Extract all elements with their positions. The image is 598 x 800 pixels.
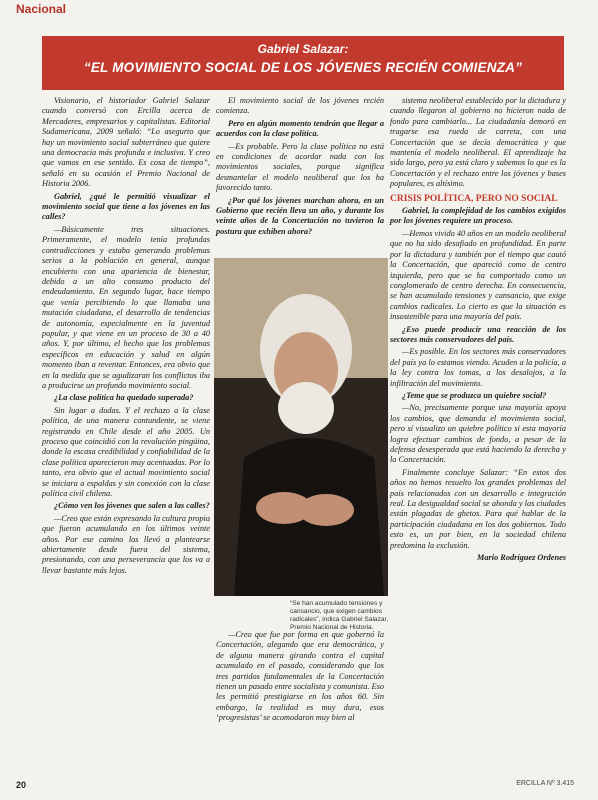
paragraph: —Hemos vivido 40 años en un modelo neoliberal que no ha sido desafiado en profundidad. En parte por la dictadura y también por el tiempo que cautó la Concertación, que apareció como de centro izquierda, pero que se ha comportado como un conglomerado de centro derecha. En consecuencia, se han acumulado tensiones y cansancio, que exige cambios radicales. Lo cierto es que la situación es insostenible para una mayoría del país. <box>390 228 566 322</box>
paragraph: —Creo que fue por forma en que gobernó la Concertación, alegando que era democrática, y de alguna manera girando contra el capital acumulado en el pasado, considerando que los tres partidos fundamentales de la Concertación tienen un pasado entre socialista y comunista. Eso les permitió prestigiarse en los años 60. Sin embargo, la realidad es muy dura, esos ‘progresistas’ se acomodaron muy bien al <box>216 630 384 723</box>
paragraph: —Básicamente tres situaciones. Primeramente, el modelo tenía profundas contradicciones y estaba generando problemas serios a la población en general, aunque encubierto con una apariencia de bienestar, debido a un alto consumo producto del endeudamiento. En segundo lugar, hace tiempo que venía percibiendo lo que llamaba una mutación ciudadana, el desarrollo de tendencias de autonomía, especialmente en la juventud popular, y que viene en un proceso de 30 a 40 años. Y, por último, el hecho que los problemas específicos en educación y salud en algún momento iban a reventar. Entonces, era obvio que en la medida que se agudizaran los conflictos iba a producirse un profundo movimiento social. <box>42 224 210 390</box>
paragraph: —Es posible. En los sectores más conservadores del país ya lo estamos viendo. Acuden a la policía, a la ley contra los tomas, a los desalojos, a la infiltración del movimiento. <box>390 347 566 388</box>
question: Gabriel, ¿qué le permitió visualizar el movimiento social que tiene a los jóvenes en las calles? <box>42 191 210 222</box>
question: Pero en algún momento tendrán que llegar a acuerdos con la clase política. <box>216 118 384 139</box>
question: ¿Cómo ven los jóvenes que salen a las calles? <box>54 501 210 511</box>
paragraph: Visionario, el historiador Gabriel Salazar cuando conversó con Ercilla acerca de Mercaderes, empresarios y capitalistas. Editorial Sudamericana, 2009 señaló: “Lo asegurto que hay un movimiento social subterráneo que quiere una democracia más profunda e inclusiva. Y creo que vamos en ese sentido. Es cosa de tiempo”, señaló en su ocasión el Premio Nacional de Historia 2006. <box>42 96 210 189</box>
photo-caption: “Se han acumulado tensiones y cansancio, que exigen cambios radicales”, indica Gabriel Salazar, Premio Nacional de Historia. <box>290 600 389 631</box>
paragraph: —No, precisamente porque una mayoría apoya los cambios, que demanda el movimiento social, pero sí visualizo un quiebre político si esta mayoría logra efectuar cambios de fondo, a pesar de la defensa desesperada que está haciendo la derecha y la Concertación. <box>390 403 566 465</box>
question: ¿Teme que se produzca un quiebre social? <box>402 390 547 400</box>
section-subhead: CRISIS POLÍTICA, PERO NO SOCIAL <box>390 193 558 204</box>
footer-issue: ERCILLA Nº 3.415 <box>516 780 574 787</box>
question: ¿Por qué los jóvenes marchan ahora, en un Gobierno que recién lleva un año, y durante los veinte años de la Concertación no tuvieron la postura que exhiben ahora? <box>216 195 384 236</box>
column-2-lower <box>216 630 384 724</box>
article-headline: “EL MOVIMIENTO SOCIAL DE LOS JÓVENES RECIÉN COMIENZA” <box>83 60 523 75</box>
paragraph: Sin lugar a dudas. Y el rechazo a la clase política, de una manera contundente, se viene registrando en Chile desde el año 2005. Un proceso que coincidió con la revolución pingüina, donde la escasa credibilidad y confiabilidad de la clase política aparecieron muy acentuadas. Por lo tanto, era obvio que el actual movimiento social se iniciara a espaldas y sin conexión con la clase política civil chilena. <box>42 405 210 499</box>
byline: Mario Rodríguez Ordenes <box>477 553 566 563</box>
page-number: 20 <box>16 780 27 790</box>
question: ¿La clase política ha quedado superada? <box>54 393 194 403</box>
column-1 <box>42 96 210 578</box>
paragraph: Finalmente concluye Salazar: “En estos dos años no hemos resuelto los grandes problemas del país relacionados con un desarrollo e integración real. La desigualdad social se ahonda y las ciudades están plagadas de ghetos. Para qué hablar de la participación ciudadana en los dos gobiernos. Todo esto es, un por bien, en la sociedad chilena predomina la exclusión. <box>390 467 566 550</box>
question: ¿Eso puede producir una reacción de los sectores más conservadores del país. <box>390 324 566 344</box>
column-3 <box>390 96 566 565</box>
question: Gabriel, la complejidad de los cambios exigidos por los jóvenes requiere un proceso. <box>390 206 566 226</box>
paragraph: sistema neoliberal establecido por la dictadura y cuando llegaron al gobierno no hicieron nada de fondo para cambiarlo... La ciudadanía demoró en tragarse esa rueda de carreta, con una Concertación que se decía democrática y que mantenía el modelo neoliberal. El aprendizaje ha sido largo, pero ya está claro y sabemos lo que es la Concertación y el rechazo entre los jóvenes y bases populares, es altísimo. <box>390 96 566 189</box>
paragraph: —Creo que están expresando la cultura propia que fueron acumulando en los últimos veinte años. Por ese camino los llevó a plantearse abiertamente desde fuera del sistema, presionando, con una perseverancia que los va a llevar bastante más lejos. <box>42 513 210 575</box>
article-kicker: Gabriel Salazar: <box>257 42 349 56</box>
portrait-photo <box>214 258 388 596</box>
paragraph: —Es probable. Pero la clase política no está en condiciones de acordar nada con los movimientos sociales, porque significa desmantelar el modelo neoliberal que los ha favorecido tanto. <box>216 141 384 193</box>
section-label: Nacional <box>16 2 67 16</box>
title-banner <box>42 36 564 90</box>
paragraph: El movimiento social de los jóvenes recién comienza. <box>216 96 384 116</box>
column-2 <box>216 96 384 239</box>
